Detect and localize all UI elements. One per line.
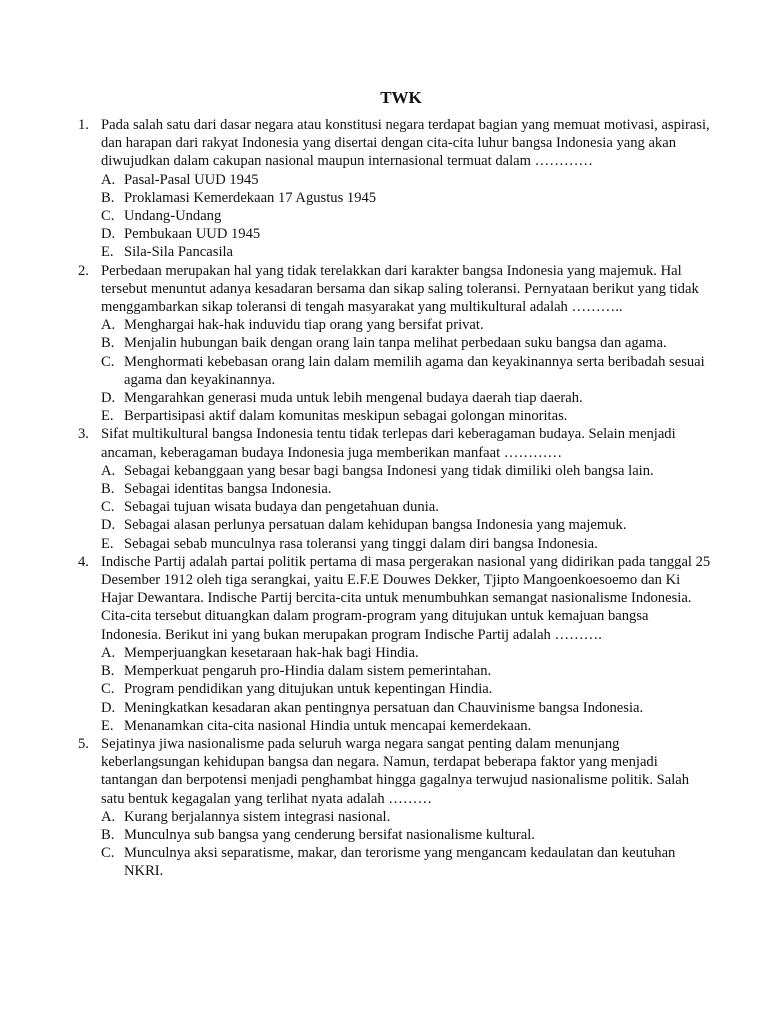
answer-option (101, 844, 712, 880)
question-text: Sejatinya jiwa nasionalisme pada seluruh warga negara sangat penting dalam menunjang keberlangsungan kehidupan bangsa dan negara. Namun, terdapat beberapa faktor yang menjadi tantangan dan berpotensi menjadi penghambat hingga gagalnya terwujud nasionalisme politik. Salah satu bentuk kegagalan yang terlihat nyata adalah ……… (101, 735, 690, 807)
question-item (78, 553, 712, 735)
answer-option (101, 189, 712, 207)
question-body (101, 735, 712, 881)
option-letter: C. (101, 845, 115, 862)
question-item (78, 425, 712, 552)
question-body (101, 116, 712, 262)
option-letter: A. (101, 808, 116, 825)
option-letter: C. (101, 499, 115, 516)
option-text: Pembukaan UUD 1945 (124, 226, 261, 243)
option-text: Menjalin hubungan baik dengan orang lain tanpa melihat perbedaan suku bangsa dan agama. (124, 335, 667, 352)
option-text: Memperkuat pengaruh pro-Hindia dalam sistem pemerintahan. (124, 663, 492, 680)
option-text: Mengarahkan generasi muda untuk lebih mengenal budaya daerah tiap daerah. (124, 390, 583, 407)
answer-option (101, 680, 712, 698)
answer-option (101, 225, 712, 243)
question-number: 5. (78, 735, 89, 752)
answer-option (101, 243, 712, 261)
option-letter: B. (101, 663, 115, 680)
question-number: 3. (78, 426, 89, 443)
answer-option (101, 389, 712, 407)
question-text: Sifat multikultural bangsa Indonesia tentu tidak terlepas dari keberagaman budaya. Selain menjadi ancaman, keberagaman budaya Indonesia juga memberikan manfaat ………… (101, 426, 676, 461)
answer-options (101, 644, 712, 735)
option-letter: E. (101, 244, 114, 261)
option-text: Menanamkan cita-cita nasional Hindia untuk mencapai kemerdekaan. (124, 717, 532, 734)
answer-option (101, 826, 712, 844)
option-text: Menghargai hak-hak induvidu tiap orang yang bersifat privat. (124, 317, 484, 334)
option-letter: D. (101, 699, 116, 716)
question-body (101, 425, 712, 552)
option-text: Sila-Sila Pancasila (124, 244, 234, 261)
option-letter: C. (101, 208, 115, 225)
question-number: 1. (78, 117, 89, 133)
option-letter: B. (101, 826, 115, 843)
answer-option (101, 498, 712, 516)
option-letter: C. (101, 681, 115, 698)
answer-options (101, 808, 712, 881)
answer-option (101, 462, 712, 480)
option-text: Sebagai sebab munculnya rasa toleransi yang tinggi dalam diri bangsa Indonesia. (124, 535, 598, 552)
option-text: Sebagai alasan perlunya persatuan dalam kehidupan bangsa Indonesia yang majemuk. (124, 517, 627, 534)
option-text: Menghormati kebebasan orang lain dalam memilih agama dan keyakinannya serta beribadah sesuai agama dan keyakinannya. (124, 353, 705, 388)
answer-option (101, 407, 712, 425)
option-letter: C. (101, 353, 115, 370)
option-text: Memperjuangkan kesetaraan hak-hak bagi Hindia. (124, 644, 419, 661)
option-text: Sebagai tujuan wisata budaya dan pengetahuan dunia. (124, 499, 439, 516)
question-text: Perbedaan merupakan hal yang tidak terelakkan dari karakter bangsa Indonesia yang majemuk. Hal tersebut menuntut adanya kesadaran bersama dan sikap saling toleransi. Pernyataan berikut yang tidak menggambarkan sikap toleransi di tengah masyarakat yang multikultural adalah ……….. (101, 262, 699, 316)
document-title: TWK (380, 88, 422, 107)
option-letter: B. (101, 481, 115, 498)
answer-options (101, 462, 712, 553)
option-letter: A. (101, 171, 116, 188)
option-text: Munculnya sub bangsa yang cenderung bersifat nasionalisme kultural. (124, 826, 535, 843)
option-text: Proklamasi Kemerdekaan 17 Agustus 1945 (124, 189, 377, 206)
option-letter: D. (101, 226, 116, 243)
option-letter: D. (101, 517, 116, 534)
option-text: Kurang berjalannya sistem integrasi nasional. (124, 808, 391, 825)
question-text: Pada salah satu dari dasar negara atau konstitusi negara terdapat bagian yang memuat motivasi, aspirasi, dan harapan dari rakyat Indonesia yang disertai dengan cita-cita luhur bangsa Indonesia yang akan diwujudkan dalam cakupan nasional maupun internasional termuat dalam ………… (101, 117, 710, 170)
option-letter: A. (101, 317, 116, 334)
question-body (101, 262, 712, 426)
answer-option (101, 717, 712, 735)
option-letter: E. (101, 535, 114, 552)
question-item (78, 735, 712, 881)
option-letter: B. (101, 189, 115, 206)
option-letter: A. (101, 644, 116, 661)
answer-option (101, 535, 712, 553)
answer-option (101, 353, 712, 389)
question-list (78, 116, 712, 881)
answer-option (101, 808, 712, 826)
option-text: Berpartisipasi aktif dalam komunitas meskipun sebagai golongan minoritas. (124, 408, 568, 425)
option-letter: B. (101, 335, 115, 352)
answer-option (101, 644, 712, 662)
answer-option (101, 171, 712, 189)
question-item (78, 262, 712, 426)
answer-option (101, 516, 712, 534)
option-text: Pasal-Pasal UUD 1945 (124, 171, 259, 188)
option-text: Sebagai identitas bangsa Indonesia. (124, 481, 332, 498)
option-text: Munculnya aksi separatisme, makar, dan terorisme yang mengancam kedaulatan dan keutuhan NKRI. (124, 845, 676, 880)
option-text: Meningkatkan kesadaran akan pentingnya persatuan dan Chauvinisme bangsa Indonesia. (124, 699, 644, 716)
option-letter: D. (101, 390, 116, 407)
answer-option (101, 480, 712, 498)
answer-option (101, 207, 712, 225)
question-number: 2. (78, 262, 89, 279)
answer-option (101, 662, 712, 680)
question-item (78, 116, 712, 262)
option-letter: A. (101, 462, 116, 479)
question-number: 4. (78, 553, 89, 570)
question-body (101, 553, 712, 735)
answer-option (101, 316, 712, 334)
answer-option (101, 334, 712, 352)
answer-option (101, 699, 712, 717)
option-text: Program pendidikan yang ditujukan untuk kepentingan Hindia. (124, 681, 493, 698)
answer-options (101, 316, 712, 425)
option-letter: E. (101, 717, 114, 734)
option-letter: E. (101, 408, 114, 425)
question-text: Indische Partij adalah partai politik pertama di masa pergerakan nasional yang didirikan pada tanggal 25 Desember 1912 oleh tiga serangkai, yaitu E.F.E Douwes Dekker, Tjipto Mangoenkoesoemo dan Ki Hajar Dewantara. Indische Partij bercita-cita untuk menumbuhkan semangat nasionalisme Indonesia. Cita-cita tersebut dituangkan dalam program-program yang ditujukan untuk kemajuan bangsa Indonesia. Berikut ini yang bukan merupakan program Indische Partij adalah ………. (101, 553, 711, 643)
option-text: Undang-Undang (124, 208, 222, 225)
option-text: Sebagai kebanggaan yang besar bagi bangsa Indonesi yang tidak dimiliki oleh bangsa lain. (124, 462, 654, 479)
answer-options (101, 171, 712, 262)
